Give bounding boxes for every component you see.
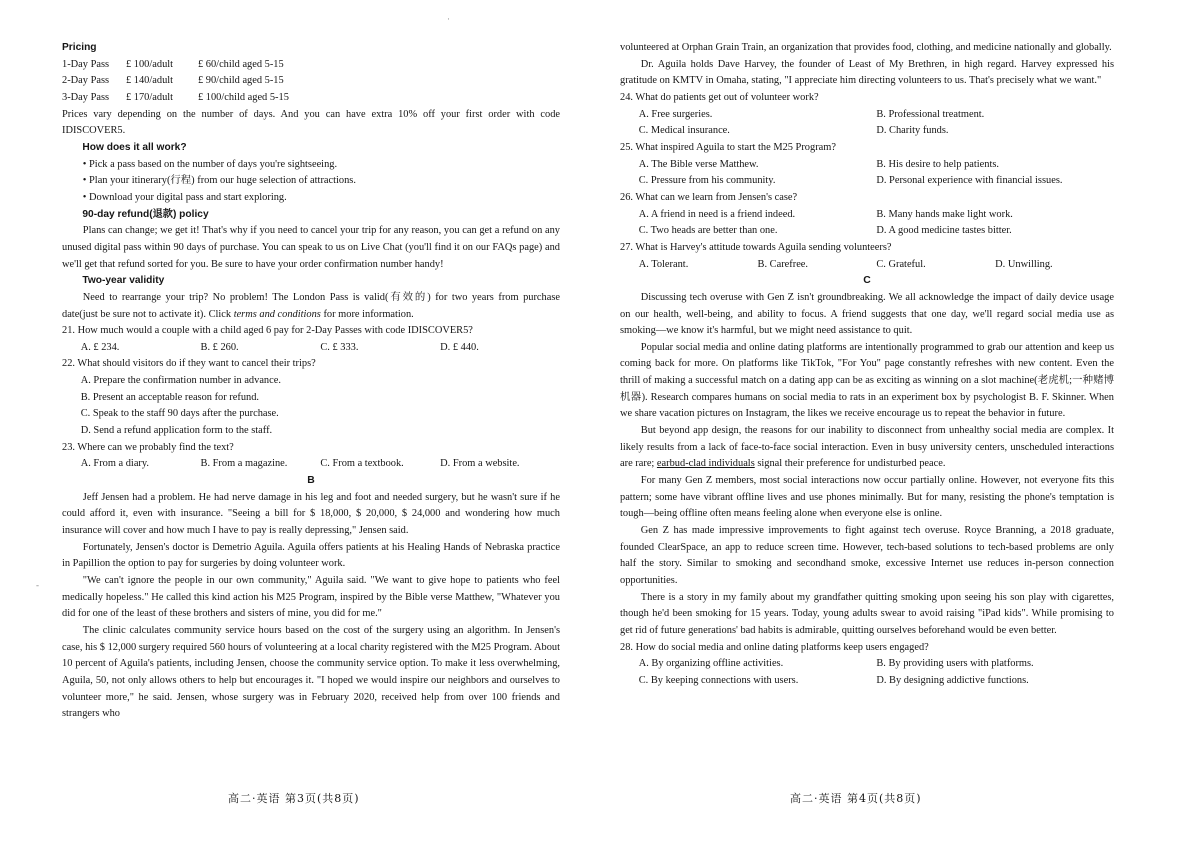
option: D. A good medicine tastes bitter. bbox=[876, 225, 1012, 237]
option: A. By organizing offline activities. bbox=[638, 658, 784, 670]
option: A. Tolerant. bbox=[638, 258, 689, 270]
option: C. Grateful. bbox=[876, 258, 926, 270]
passage-paragraph: There is a story in my family about my grandfather quitting smoking upon seeing his son play with cigarettes, though he'd been smoking for 15 years. Today, young adults swear to avoid raising "iPad kids". While promising to get rid of future generations' bad habits is admirable, quitting ourselves beforehand would be even better. bbox=[620, 591, 1114, 636]
passage-paragraph: "We can't ignore the people in our own community," Aguila said. "We want to give hope to patients who feel medically hopeless." He called this kind action his M25 Program, inspired by the Bible verse Matthew, "Whatever you did for one of the least of these brothers and sisters of mine, you did for me." bbox=[62, 575, 560, 620]
passage-paragraph: Fortunately, Jensen's doctor is Demetrio Aguila. Aguila offers patients at his Healing Hands of Nebraska practice in Papillion the option to pay for surgeries by doing volunteer work. bbox=[62, 541, 560, 570]
passage-paragraph: But beyond app design, the reasons for our inability to disconnect from unhealthy social media are complex. It likely results from a lack of face-to-face social interaction. Even in busy university centers, unscheduled interactions are rare; earbud-clad individuals signal their preference for undisturbed peace. bbox=[620, 425, 1114, 470]
option: C. Speak to the staff 90 days after the purchase. bbox=[80, 408, 279, 420]
passage-paragraph: Discussing tech overuse with Gen Z isn't groundbreaking. We all acknowledge the impact of daily device usage on our health, well-being, and ability to focus. A friend suggests that one day, we'll regard social media use as smoking—we know it's harmful, but we might need assistance to quit. bbox=[620, 291, 1114, 337]
question-22: 22. What should visitors do if they want to cancel their trips? bbox=[62, 358, 316, 370]
left-page bbox=[62, 40, 560, 795]
option: A. From a diary. bbox=[80, 458, 150, 470]
option: D. By designing addictive functions. bbox=[876, 674, 1029, 686]
option: C. Pressure from his community. bbox=[638, 175, 776, 187]
option: C. Two heads are better than one. bbox=[638, 225, 778, 237]
passage-paragraph: Popular social media and online dating platforms are intentionally programmed to grab our attention and keep us coming back for more. On platforms like TikTok, "For You" page constantly refreshes with new content. Even the thrill of making a successful match on a dating app can be as exciting as winning on a slot machine(老虎机;一种赌博机器). Research compares humans on social media to rats in an experiment box by psychologist B. F. Skinner. When we share vacation pictures on Instagram, the likes we receive encourage us to repeat the behavior in future. bbox=[620, 341, 1114, 420]
option: D. Unwilling. bbox=[995, 258, 1053, 270]
price-row: 3-Day Pass £ 170/adult £ 100/child aged 5-15 bbox=[62, 91, 289, 103]
bullet-item: • Download your digital pass and start exploring. bbox=[82, 191, 287, 203]
page-footer-right: 高二·英语 第4页(共8页) bbox=[790, 792, 922, 805]
option: D. Charity funds. bbox=[876, 125, 949, 137]
passage-paragraph: Jeff Jensen had a problem. He had nerve damage in his leg and foot and needed surgery, but he wasn't sure if he could afford it, even with insurance. "Seeing a bill for $ 18,000, $ 20,000, $ 24,000 and wondering how much insurance will cover and how much I have to pay is really depressing," Jensen said. bbox=[62, 491, 560, 537]
question-26: 26. What can we learn from Jensen's case? bbox=[620, 191, 798, 203]
price-row: 2-Day Pass £ 140/adult £ 90/child aged 5-15 bbox=[62, 75, 284, 87]
prices-note: Prices vary depending on the number of days. And you can have extra 10% off your first order with code IDISCOVER5. bbox=[62, 108, 560, 137]
options-28 bbox=[620, 656, 1114, 689]
passage-paragraph: For many Gen Z members, most social interactions now occur partially online. However, not everyone fits this pattern; some have vibrant offline lives and use phones minimally. But for many, resisting the phone's temptation is tough—being offline often means feeling alone when everyone else is online. bbox=[620, 475, 1114, 520]
option: A. A friend in need is a friend indeed. bbox=[638, 208, 796, 220]
question-28: 28. How do social media and online dating platforms keep users engaged? bbox=[620, 641, 929, 653]
passage-paragraph: The clinic calculates community service hours based on the cost of the surgery using an algorithm. In Jensen's case, his $ 12,000 surgery required 560 hours of volunteering at a local charity registered with the M25 Program. About 10 percent of Aguila's patients, including Jensen, choose the community service option. To make it less overwhelming, Aguila, 50, not only allows others to help but encourages it. "I hoped we would inspire our neighbors and ourselves to volunteer more," he said. Jensen, whose surgery was in February 2020, received help from over 100 friends and strangers who bbox=[62, 624, 560, 720]
question-21: 21. How much would a couple with a child aged 6 pay for 2-Day Passes with code IDISCOVER5? bbox=[62, 325, 473, 337]
option: B. By providing users with platforms. bbox=[876, 658, 1034, 670]
bullet-item: • Plan your itinerary(行程) from our huge selection of attractions. bbox=[82, 175, 356, 187]
option: C. By keeping connections with users. bbox=[638, 674, 799, 686]
option: A. Free surgeries. bbox=[638, 108, 713, 120]
page-footer-left: 高二·英语 第3页(共8页) bbox=[228, 792, 360, 805]
option: A. The Bible verse Matthew. bbox=[638, 158, 759, 170]
options-21 bbox=[62, 340, 560, 357]
price-row: 1-Day Pass £ 100/adult £ 60/child aged 5-15 bbox=[62, 58, 284, 70]
option: D. £ 440. bbox=[440, 341, 479, 353]
question-23: 23. Where can we probably find the text? bbox=[62, 441, 234, 453]
options-24 bbox=[620, 107, 1114, 140]
section-b-heading: B bbox=[307, 475, 315, 487]
option: D. From a website. bbox=[440, 458, 520, 470]
option: D. Personal experience with financial issues. bbox=[876, 175, 1063, 187]
right-page bbox=[620, 40, 1114, 795]
question-25: 25. What inspired Aguila to start the M25 Program? bbox=[620, 141, 836, 153]
section-c-heading: C bbox=[863, 275, 871, 287]
options-26 bbox=[620, 207, 1114, 240]
option: D. Send a refund application form to the staff. bbox=[80, 425, 273, 437]
passage-paragraph: volunteered at Orphan Grain Train, an organization that provides food, clothing, and medicine nationally and globally. bbox=[620, 42, 1112, 53]
bullet-item: • Pick a pass based on the number of days you're sightseeing. bbox=[82, 158, 338, 170]
terms-link: terms and conditions bbox=[233, 308, 321, 320]
option: C. £ 333. bbox=[320, 341, 359, 353]
refund-text: Plans can change; we get it! That's why if you need to cancel your trip for any reason, you can get a refund on any unused digital pass within 90 days of purchase. You can speak to us on Live Chat (you'll find it on our FAQs page) and we'll get that refund sorted for you. Be sure to have your order confirmation number handy! bbox=[62, 225, 560, 270]
passage-paragraph: Gen Z has made impressive improvements to fight against tech overuse. Royce Branning, a 2018 graduate, founded ClearSpace, an app to reduce screen time. However, tech-based solutions to tech-based problems are only half the story. Similar to smoking and secondhand smoke, excessive Internet use reduces in-person connection opportunities. bbox=[620, 525, 1114, 586]
option: B. £ 260. bbox=[200, 341, 239, 353]
passage-paragraph: Dr. Aguila holds Dave Harvey, the founder of Least of My Brethren, in high regard. Harvey expressed his gratitude on KMTV in Omaha, stating, "I appreciate him directing volunteers to us. That's precisely what we want." bbox=[620, 58, 1114, 87]
how-title: How does it all work? bbox=[82, 141, 187, 153]
question-24: 24. What do patients get out of volunteer work? bbox=[620, 91, 819, 103]
validity-text: Need to rearrange your trip? No problem! The London Pass is valid(有效的) for two years from purchase date(just be sure not to activate it). Click terms and conditions for more information. bbox=[62, 291, 560, 320]
option: A. £ 234. bbox=[80, 341, 120, 353]
refund-title: 90-day refund(退款) policy bbox=[82, 208, 209, 220]
option: B. Carefree. bbox=[757, 258, 809, 270]
validity-title: Two-year validity bbox=[82, 275, 165, 287]
option: B. His desire to help patients. bbox=[876, 158, 1000, 170]
option: C. From a textbook. bbox=[320, 458, 404, 470]
option: C. Medical insurance. bbox=[638, 125, 730, 137]
option: A. Prepare the confirmation number in advance. bbox=[80, 375, 281, 387]
option: B. Professional treatment. bbox=[876, 108, 985, 120]
underlined-phrase: earbud-clad individuals bbox=[656, 458, 755, 470]
option: B. Present an acceptable reason for refund. bbox=[80, 391, 260, 403]
options-27 bbox=[620, 257, 1114, 274]
pricing-title: Pricing bbox=[62, 42, 97, 53]
options-25 bbox=[620, 157, 1114, 190]
option: B. Many hands make light work. bbox=[876, 208, 1013, 220]
options-23 bbox=[62, 456, 560, 473]
question-27: 27. What is Harvey's attitude towards Aguila sending volunteers? bbox=[620, 241, 892, 253]
option: B. From a magazine. bbox=[200, 458, 288, 470]
